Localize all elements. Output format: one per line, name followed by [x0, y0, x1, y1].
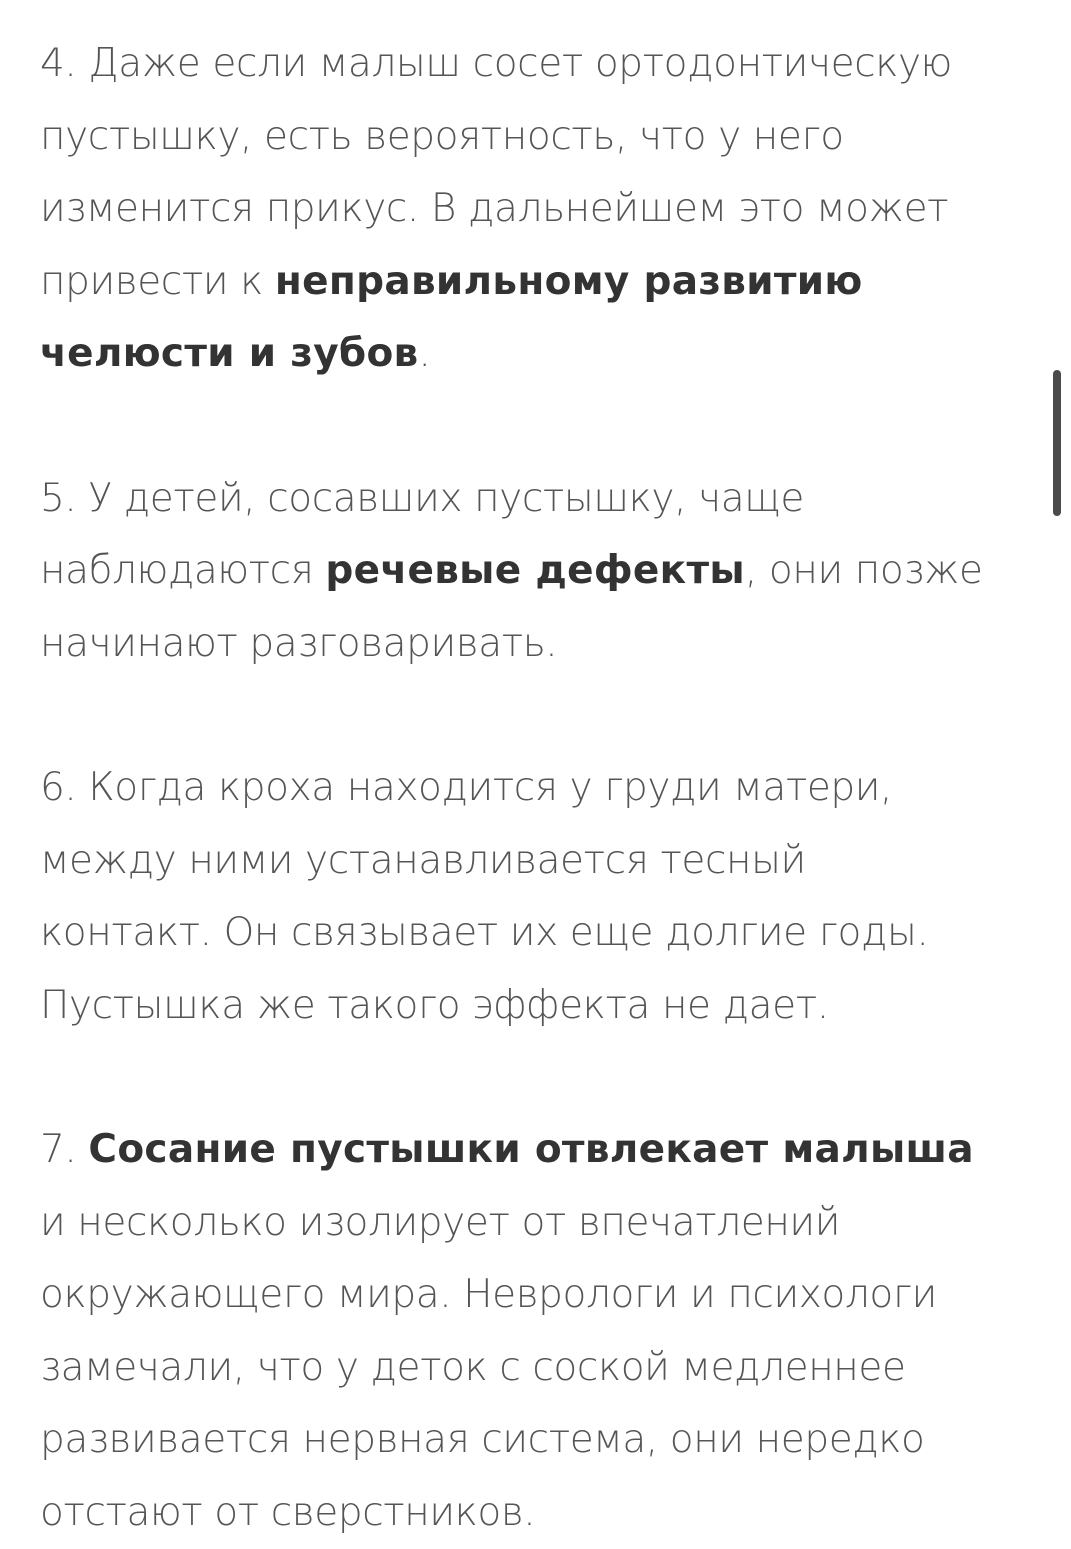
text-segment: наблюдаются	[40, 548, 325, 593]
paragraph-5	[40, 463, 1040, 681]
text-line: начинают разговаривать.	[40, 608, 1040, 681]
text-segment: .	[419, 331, 431, 376]
bold-text: челюсти и зубов	[40, 331, 419, 376]
paragraph-7	[40, 1114, 1040, 1549]
text-line	[40, 1114, 1040, 1187]
text-line: Пустышка же такого эффекта не дает.	[40, 970, 1040, 1043]
text-line: 4. Даже если малыш сосет ортодонтическую	[40, 28, 1040, 101]
article-body	[40, 28, 1040, 1549]
text-line: отстают от сверстников.	[40, 1477, 1040, 1549]
text-line: 5. У детей, сосавших пустышку, чаще	[40, 463, 1040, 536]
text-line: изменится прикус. В дальнейшем это может	[40, 173, 1040, 246]
bold-text: речевые дефекты	[325, 548, 745, 593]
text-segment: привести к	[40, 259, 275, 304]
text-line: замечали, что у деток с соской медленнее	[40, 1332, 1040, 1405]
text-segment: 7.	[40, 1127, 88, 1172]
text-line: между ними устанавливается тесный	[40, 825, 1040, 898]
text-line: и несколько изолирует от впечатлений	[40, 1187, 1040, 1260]
text-line	[40, 535, 1040, 608]
text-segment: , они позже	[745, 548, 983, 593]
paragraph-4	[40, 28, 1040, 391]
text-line	[40, 246, 1040, 319]
text-line: контакт. Он связывает их еще долгие годы.	[40, 897, 1040, 970]
text-line: окружающего мира. Неврологи и психологи	[40, 1259, 1040, 1332]
bold-text: Сосание пустышки отвлекает малыша	[88, 1127, 973, 1172]
paragraph-6	[40, 752, 1040, 1042]
bold-text: неправильному развитию	[275, 259, 863, 304]
scrollbar-thumb[interactable]	[1053, 370, 1061, 516]
text-line	[40, 318, 1040, 391]
text-line: развивается нервная система, они нередко	[40, 1404, 1040, 1477]
text-line: пустышку, есть вероятность, что у него	[40, 101, 1040, 174]
text-line: 6. Когда кроха находится у груди матери,	[40, 752, 1040, 825]
